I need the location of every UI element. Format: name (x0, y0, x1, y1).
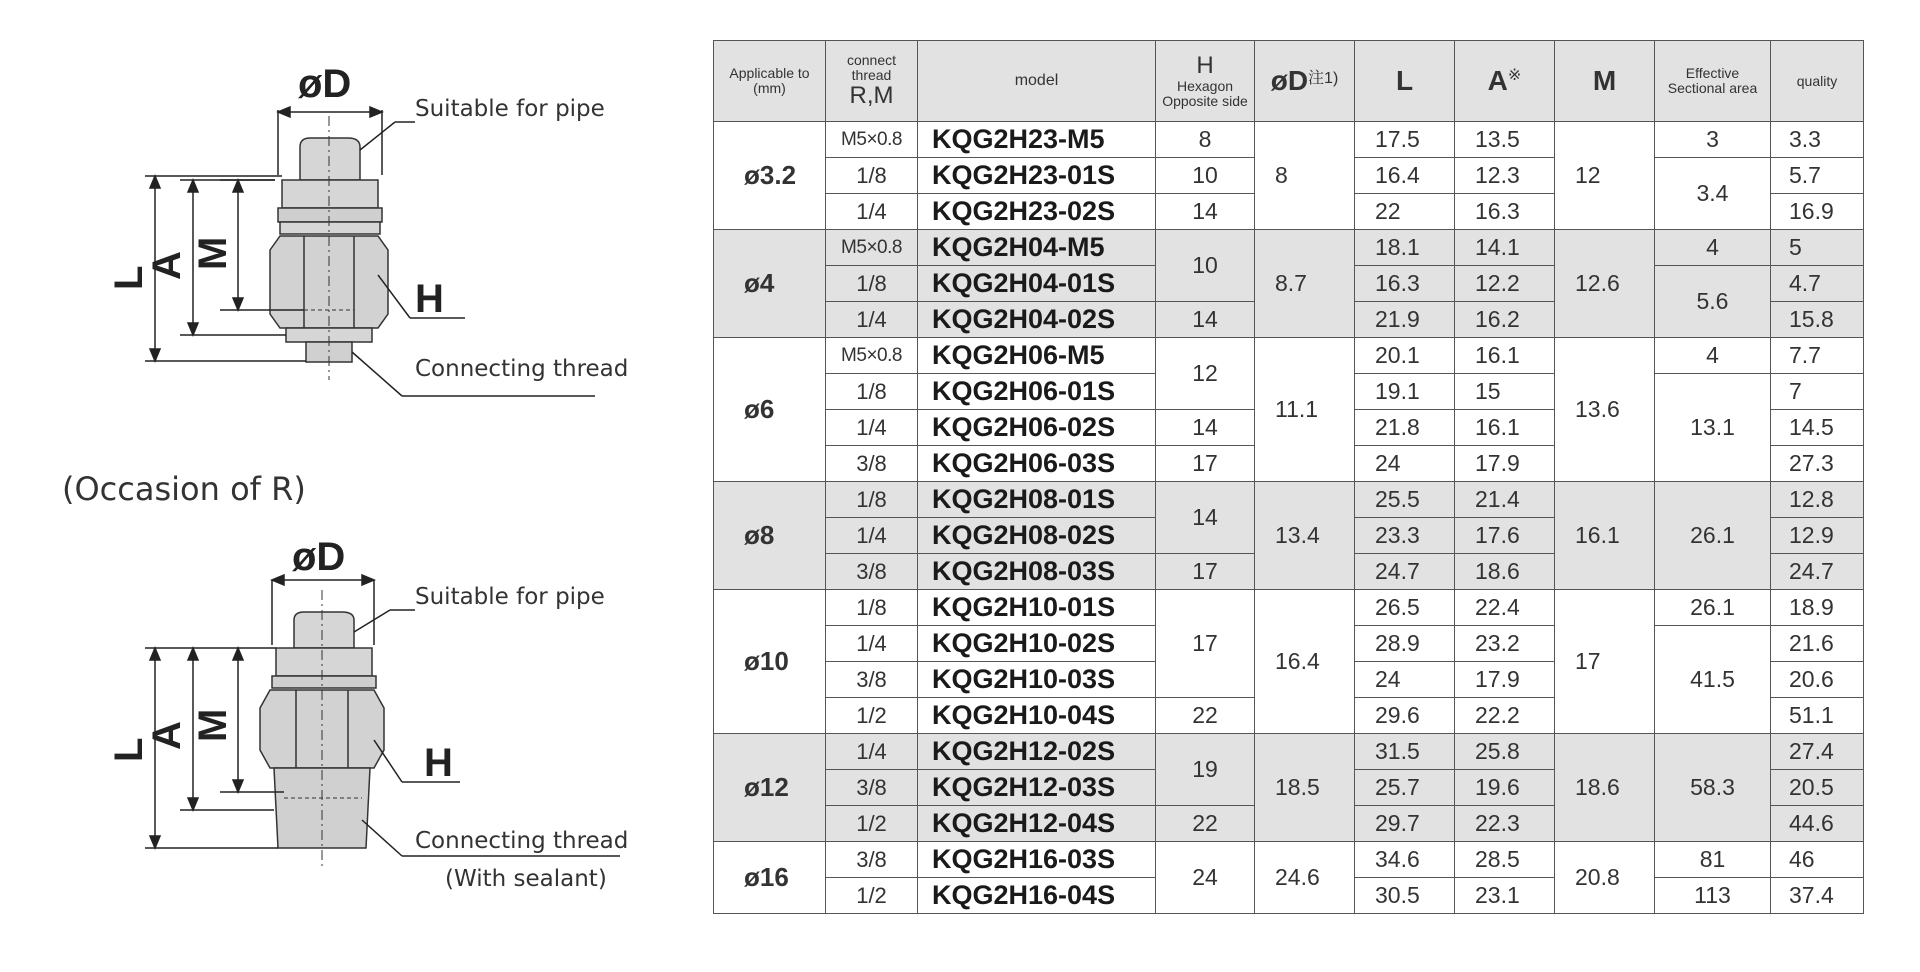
a-cell: 25.8 (1455, 734, 1555, 770)
eff-cell: 81 (1655, 842, 1771, 878)
h-cell: 10 (1156, 158, 1255, 194)
thread-cell: 1/4 (826, 518, 918, 554)
table-row (714, 338, 1864, 374)
quality-cell: 51.1 (1771, 698, 1864, 734)
l-cell: 25.5 (1355, 482, 1455, 518)
table-row (714, 734, 1864, 770)
eff-cell: 26.1 (1655, 590, 1771, 626)
d-cell: 16.4 (1255, 590, 1355, 734)
diameter-cell: ø10 (714, 590, 826, 734)
header-h: H Hexagon Opposite side (1156, 41, 1255, 122)
m-label: M (191, 236, 235, 270)
model-cell: KQG2H10-02S (918, 626, 1156, 662)
thread-label: Connecting thread (415, 356, 629, 382)
model-cell: KQG2H10-04S (918, 698, 1156, 734)
h-cell: 22 (1156, 698, 1255, 734)
hex-label-r: H (424, 741, 453, 785)
diameter-cell: ø3.2 (714, 122, 826, 230)
quality-cell: 5.7 (1771, 158, 1864, 194)
model-cell: KQG2H23-01S (918, 158, 1156, 194)
model-cell: KQG2H10-03S (918, 662, 1156, 698)
eff-cell: 26.1 (1655, 482, 1771, 590)
quality-cell: 12.8 (1771, 482, 1864, 518)
m-cell: 17 (1555, 590, 1655, 734)
length-label-r: L (107, 737, 151, 762)
h-cell: 17 (1156, 554, 1255, 590)
thread-cell: 3/8 (826, 662, 918, 698)
header-row (714, 41, 1864, 122)
d-cell: 24.6 (1255, 842, 1355, 914)
h-cell: 14 (1156, 302, 1255, 338)
model-cell: KQG2H23-M5 (918, 122, 1156, 158)
quality-cell: 5 (1771, 230, 1864, 266)
a-cell: 17.6 (1455, 518, 1555, 554)
a-cell: 13.5 (1455, 122, 1555, 158)
spec-table (713, 40, 1864, 914)
quality-cell: 4.7 (1771, 266, 1864, 302)
thread-cell: 1/4 (826, 194, 918, 230)
l-cell: 30.5 (1355, 878, 1455, 914)
table-row (714, 482, 1864, 518)
quality-cell: 21.6 (1771, 626, 1864, 662)
thread-cell: 3/8 (826, 446, 918, 482)
quality-cell: 20.5 (1771, 770, 1864, 806)
model-cell: KQG2H06-M5 (918, 338, 1156, 374)
thread-cell: 1/2 (826, 878, 918, 914)
quality-cell: 20.6 (1771, 662, 1864, 698)
model-cell: KQG2H16-03S (918, 842, 1156, 878)
model-cell: KQG2H23-02S (918, 194, 1156, 230)
m-cell: 16.1 (1555, 482, 1655, 590)
l-cell: 18.1 (1355, 230, 1455, 266)
a-cell: 15 (1455, 374, 1555, 410)
a-cell: 23.1 (1455, 878, 1555, 914)
quality-cell: 7.7 (1771, 338, 1864, 374)
thread-cell: 1/4 (826, 626, 918, 662)
m-label-r: M (191, 708, 235, 742)
l-cell: 25.7 (1355, 770, 1455, 806)
l-cell: 21.8 (1355, 410, 1455, 446)
table-row (714, 842, 1864, 878)
l-cell: 26.5 (1355, 590, 1455, 626)
diameter-cell: ø4 (714, 230, 826, 338)
model-cell: KQG2H04-M5 (918, 230, 1156, 266)
l-cell: 16.4 (1355, 158, 1455, 194)
quality-cell: 37.4 (1771, 878, 1864, 914)
diameter-cell: ø16 (714, 842, 826, 914)
a-cell: 17.9 (1455, 662, 1555, 698)
l-cell: 24 (1355, 446, 1455, 482)
model-cell: KQG2H04-01S (918, 266, 1156, 302)
a-cell: 23.2 (1455, 626, 1555, 662)
a-cell: 22.2 (1455, 698, 1555, 734)
header-thread: connect thread R,M (826, 41, 918, 122)
h-cell: 19 (1156, 734, 1255, 806)
a-cell: 21.4 (1455, 482, 1555, 518)
l-cell: 21.9 (1355, 302, 1455, 338)
h-cell: 14 (1156, 482, 1255, 554)
model-cell: KQG2H12-03S (918, 770, 1156, 806)
h-cell: 17 (1156, 446, 1255, 482)
h-cell: 14 (1156, 410, 1255, 446)
eff-cell: 13.1 (1655, 374, 1771, 482)
thread-cell: 1/4 (826, 302, 918, 338)
model-cell: KQG2H08-02S (918, 518, 1156, 554)
h-cell: 14 (1156, 194, 1255, 230)
model-cell: KQG2H16-04S (918, 878, 1156, 914)
a-cell: 28.5 (1455, 842, 1555, 878)
quality-cell: 12.9 (1771, 518, 1864, 554)
eff-cell: 3.4 (1655, 158, 1771, 230)
quality-cell: 46 (1771, 842, 1864, 878)
model-cell: KQG2H04-02S (918, 302, 1156, 338)
l-cell: 31.5 (1355, 734, 1455, 770)
quality-cell: 44.6 (1771, 806, 1864, 842)
thread-label-r: Connecting thread (415, 828, 629, 854)
model-cell: KQG2H06-02S (918, 410, 1156, 446)
h-cell: 17 (1156, 590, 1255, 698)
a-cell: 16.1 (1455, 410, 1555, 446)
diameter-label-r: øD (292, 540, 346, 579)
thread-cell: 1/4 (826, 410, 918, 446)
m-cell: 20.8 (1555, 842, 1655, 914)
eff-cell: 3 (1655, 122, 1771, 158)
thread-cell: 1/8 (826, 266, 918, 302)
header-quality: quality (1771, 41, 1864, 122)
l-cell: 24 (1355, 662, 1455, 698)
model-cell: KQG2H06-03S (918, 446, 1156, 482)
model-cell: KQG2H08-01S (918, 482, 1156, 518)
a-cell: 14.1 (1455, 230, 1555, 266)
diameter-cell: ø6 (714, 338, 826, 482)
m-cell: 13.6 (1555, 338, 1655, 482)
l-cell: 20.1 (1355, 338, 1455, 374)
table-row (714, 122, 1864, 158)
model-cell: KQG2H10-01S (918, 590, 1156, 626)
a-cell: 22.4 (1455, 590, 1555, 626)
l-cell: 22 (1355, 194, 1455, 230)
model-cell: KQG2H12-04S (918, 806, 1156, 842)
thread-cell: 1/2 (826, 698, 918, 734)
m-cell: 12.6 (1555, 230, 1655, 338)
l-cell: 34.6 (1355, 842, 1455, 878)
thread-cell: 3/8 (826, 554, 918, 590)
d-cell: 11.1 (1255, 338, 1355, 482)
d-cell: 8 (1255, 122, 1355, 230)
eff-cell: 41.5 (1655, 626, 1771, 734)
hex-label: H (415, 277, 444, 321)
eff-cell: 4 (1655, 338, 1771, 374)
h-cell: 8 (1156, 122, 1255, 158)
l-cell: 24.7 (1355, 554, 1455, 590)
quality-cell: 3.3 (1771, 122, 1864, 158)
occasion-heading: (Occasion of R) (62, 470, 306, 508)
m-cell: 12 (1555, 122, 1655, 230)
a-cell: 17.9 (1455, 446, 1555, 482)
h-cell: 24 (1156, 842, 1255, 914)
quality-cell: 14.5 (1771, 410, 1864, 446)
h-cell: 22 (1156, 806, 1255, 842)
h-cell: 12 (1156, 338, 1255, 410)
pipe-label-r: Suitable for pipe (415, 584, 605, 610)
header-l: L (1355, 41, 1455, 122)
a-cell: 12.3 (1455, 158, 1555, 194)
quality-cell: 24.7 (1771, 554, 1864, 590)
a-cell: 16.1 (1455, 338, 1555, 374)
eff-cell: 113 (1655, 878, 1771, 914)
h-cell: 10 (1156, 230, 1255, 302)
a-cell: 19.6 (1455, 770, 1555, 806)
l-cell: 29.6 (1355, 698, 1455, 734)
quality-cell: 15.8 (1771, 302, 1864, 338)
eff-cell: 5.6 (1655, 266, 1771, 338)
model-cell: KQG2H12-02S (918, 734, 1156, 770)
table-row (714, 590, 1864, 626)
table-row (714, 230, 1864, 266)
a-cell: 22.3 (1455, 806, 1555, 842)
model-cell: KQG2H06-01S (918, 374, 1156, 410)
diameter-label: øD (298, 62, 352, 106)
thread-cell: 1/8 (826, 482, 918, 518)
thread-cell: M5×0.8 (826, 122, 918, 158)
header-model: model (918, 41, 1156, 122)
thread-cell: M5×0.8 (826, 230, 918, 266)
a-cell: 16.3 (1455, 194, 1555, 230)
thread-cell: M5×0.8 (826, 338, 918, 374)
eff-cell: 4 (1655, 230, 1771, 266)
l-cell: 23.3 (1355, 518, 1455, 554)
thread-cell: 1/8 (826, 158, 918, 194)
thread-cell: 1/4 (826, 734, 918, 770)
d-cell: 8.7 (1255, 230, 1355, 338)
l-cell: 17.5 (1355, 122, 1455, 158)
header-effective: Effective Sectional area (1655, 41, 1771, 122)
l-cell: 28.9 (1355, 626, 1455, 662)
thread-cell: 3/8 (826, 842, 918, 878)
sealant-label: (With sealant) (445, 866, 607, 892)
l-cell: 29.7 (1355, 806, 1455, 842)
a-cell: 12.2 (1455, 266, 1555, 302)
header-d: $øD^{注1)}$ (1255, 41, 1355, 122)
fitting-diagram-m-thread (60, 50, 660, 420)
quality-cell: 16.9 (1771, 194, 1864, 230)
thread-cell: 1/8 (826, 374, 918, 410)
header-applicable: Applicable to (mm) (714, 41, 826, 122)
model-cell: KQG2H08-03S (918, 554, 1156, 590)
l-cell: 19.1 (1355, 374, 1455, 410)
thread-cell: 1/2 (826, 806, 918, 842)
quality-cell: 27.4 (1771, 734, 1864, 770)
diameter-cell: ø8 (714, 482, 826, 590)
fitting-diagram-r-thread (60, 540, 660, 910)
header-m: M (1555, 41, 1655, 122)
d-cell: 18.5 (1255, 734, 1355, 842)
length-label: L (107, 265, 151, 290)
d-cell: 13.4 (1255, 482, 1355, 590)
quality-cell: 18.9 (1771, 590, 1864, 626)
thread-cell: 1/8 (826, 590, 918, 626)
diameter-cell: ø12 (714, 734, 826, 842)
quality-cell: 27.3 (1771, 446, 1864, 482)
pipe-label: Suitable for pipe (415, 96, 605, 122)
header-a: A※ (1455, 41, 1555, 122)
thread-cell: 3/8 (826, 770, 918, 806)
a-label: A (145, 251, 189, 280)
a-label-r: A (145, 721, 189, 750)
a-cell: 16.2 (1455, 302, 1555, 338)
m-cell: 18.6 (1555, 734, 1655, 842)
l-cell: 16.3 (1355, 266, 1455, 302)
quality-cell: 7 (1771, 374, 1864, 410)
a-cell: 18.6 (1455, 554, 1555, 590)
eff-cell: 58.3 (1655, 734, 1771, 842)
